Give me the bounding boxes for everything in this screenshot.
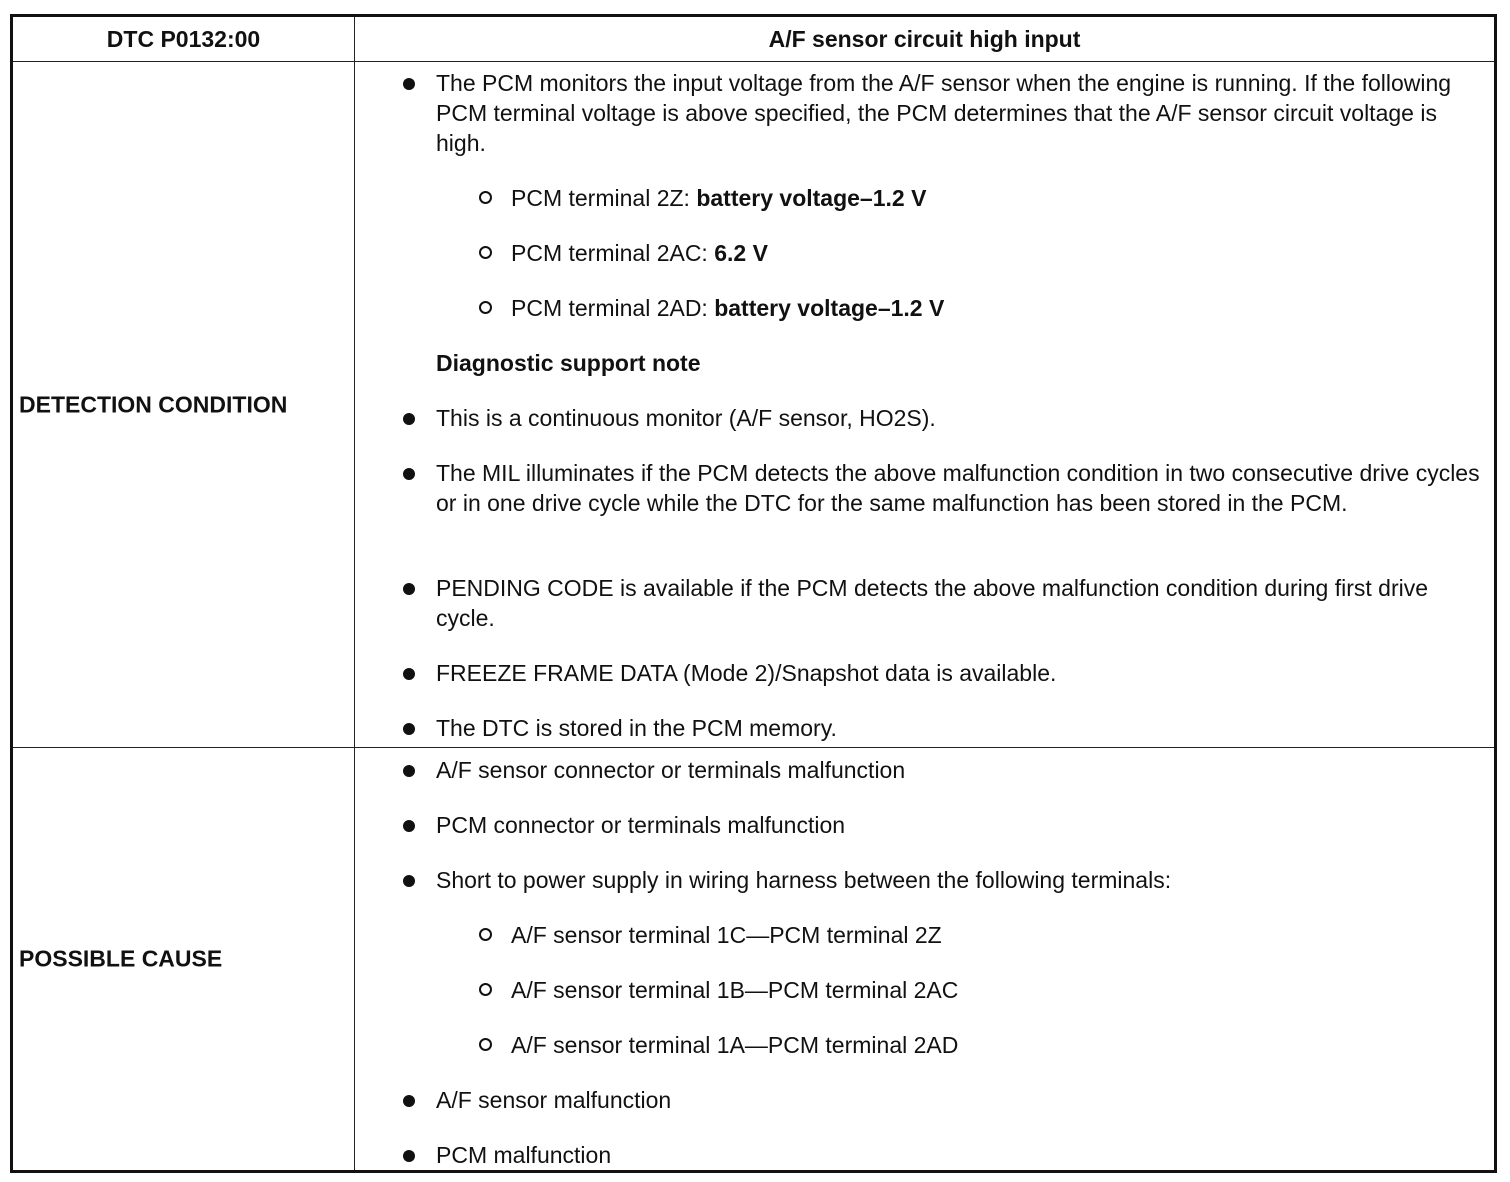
note-item: This is a continuous monitor (A/F sensor, HO2S). xyxy=(436,405,936,431)
cause-label-cell xyxy=(13,748,355,1170)
detection-intro: The PCM monitors the input voltage from the A/F sensor when the engine is running. If the following PCM terminal voltage is above specified, the PCM determines that the A/F sensor circuit voltage is high. xyxy=(436,70,1452,156)
bullet-icon xyxy=(403,1150,415,1162)
detection-label: DETECTION CONDITION xyxy=(19,391,288,417)
terminal-item xyxy=(511,293,1471,323)
wire-item: A/F sensor terminal 1B—PCM terminal 2AC xyxy=(511,977,959,1003)
circle-bullet-icon xyxy=(479,191,492,204)
terminal-name: PCM terminal 2AC: xyxy=(511,240,715,266)
note-item: PENDING CODE is available if the PCM detects the above malfunction condition during first drive cycle. xyxy=(436,575,1428,631)
cause-item: PCM connector or terminals malfunction xyxy=(436,812,846,838)
bullet-icon xyxy=(403,1095,415,1107)
terminal-item xyxy=(511,238,1471,268)
circle-bullet-icon xyxy=(479,928,492,941)
table-header-row xyxy=(13,17,1494,62)
circle-bullet-icon xyxy=(479,983,492,996)
bullet-icon xyxy=(403,723,415,735)
bullet-icon xyxy=(403,875,415,887)
bullet-icon xyxy=(403,468,415,480)
cause-item: A/F sensor connector or terminals malfunction xyxy=(436,757,906,783)
detection-content-cell xyxy=(355,62,1494,747)
dtc-table xyxy=(10,14,1497,1173)
detection-condition-row xyxy=(13,62,1494,748)
bullet-icon xyxy=(403,583,415,595)
circle-bullet-icon xyxy=(479,246,492,259)
terminal-name: PCM terminal 2AD: xyxy=(511,295,715,321)
header-title-cell xyxy=(355,17,1494,61)
bullet-icon xyxy=(403,668,415,680)
circle-bullet-icon xyxy=(479,1038,492,1051)
cause-item: A/F sensor malfunction xyxy=(436,1087,672,1113)
note-item: The DTC is stored in the PCM memory. xyxy=(436,715,837,741)
cause-item: PCM malfunction xyxy=(436,1142,612,1168)
bullet-icon xyxy=(403,78,415,90)
header-code-cell xyxy=(13,17,355,61)
terminal-value: battery voltage–1.2 V xyxy=(696,185,927,211)
detection-label-cell xyxy=(13,62,355,747)
cause-content-cell xyxy=(355,748,1494,1170)
note-item: The MIL illuminates if the PCM detects the above malfunction condition in two consecutive drive cycles or in one drive cycle while the DTC for the same malfunction has been stored in the PCM. xyxy=(436,460,1480,516)
note-item: FREEZE FRAME DATA (Mode 2)/Snapshot data is available. xyxy=(436,660,1057,686)
bullet-icon xyxy=(403,765,415,777)
wire-item: A/F sensor terminal 1A—PCM terminal 2AD xyxy=(511,1032,959,1058)
terminal-item xyxy=(511,183,1471,213)
dtc-code: DTC P0132:00 xyxy=(106,25,261,52)
cause-item: Short to power supply in wiring harness between the following terminals: xyxy=(436,867,1172,893)
circle-bullet-icon xyxy=(479,301,492,314)
wire-item: A/F sensor terminal 1C—PCM terminal 2Z xyxy=(511,922,942,948)
diagnostic-note-title: Diagnostic support note xyxy=(436,350,701,376)
terminal-value: battery voltage–1.2 V xyxy=(714,295,945,321)
terminal-value: 6.2 V xyxy=(714,240,768,266)
possible-cause-row xyxy=(13,748,1494,1170)
dtc-title: A/F sensor circuit high input xyxy=(768,25,1081,52)
terminal-name: PCM terminal 2Z: xyxy=(511,185,697,211)
cause-label: POSSIBLE CAUSE xyxy=(19,945,223,972)
bullet-icon xyxy=(403,820,415,832)
bullet-icon xyxy=(403,413,415,425)
